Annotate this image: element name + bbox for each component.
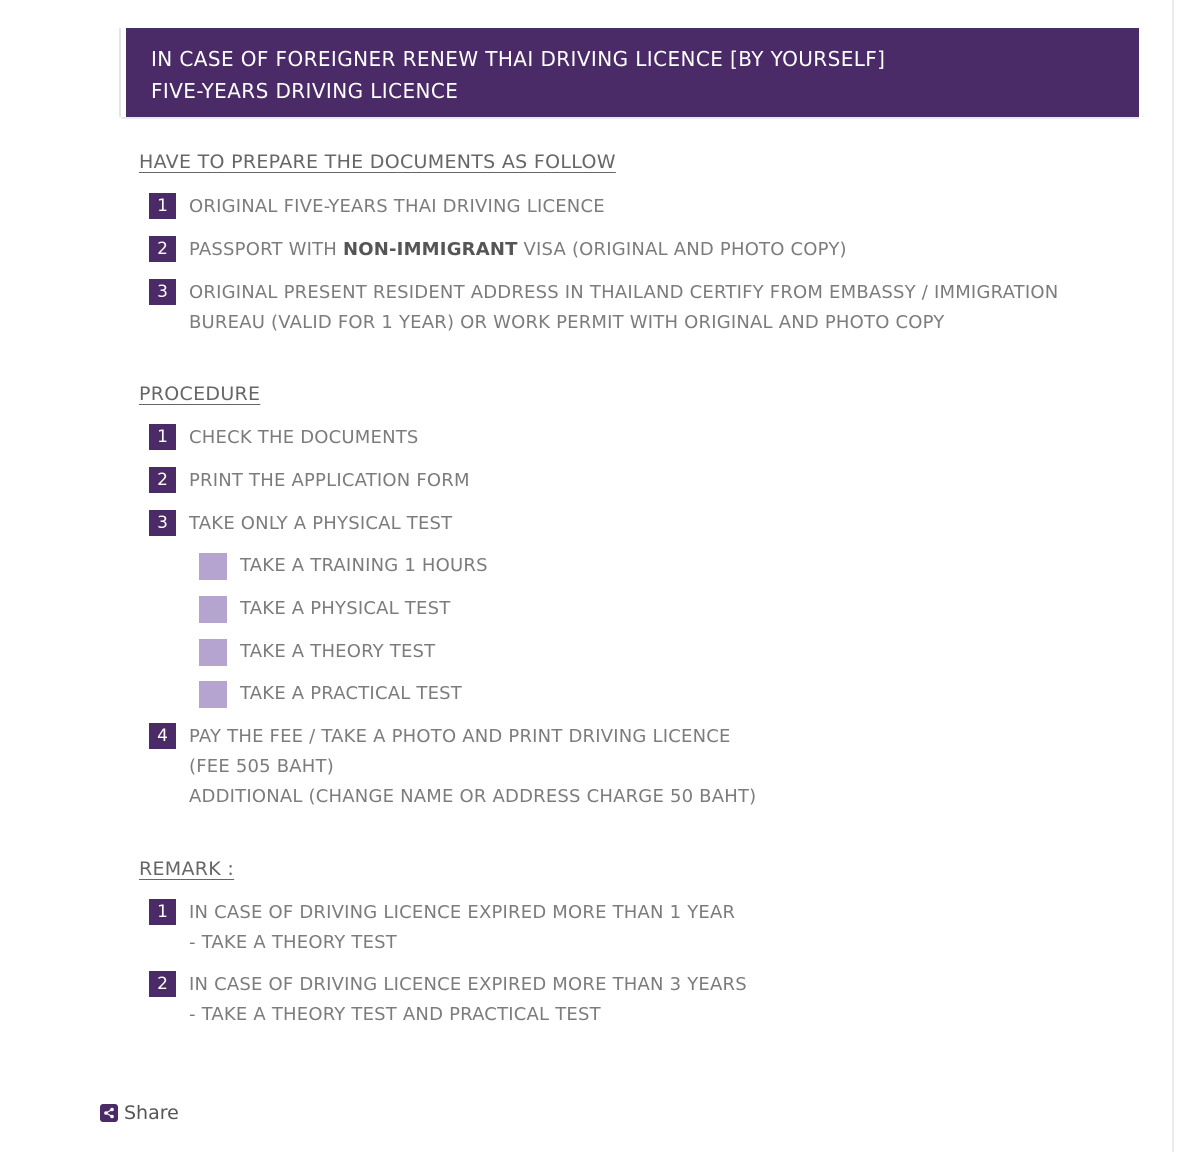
remark-item (149, 898, 735, 958)
item-number-badge: 4 (149, 723, 176, 749)
item-number-badge: 1 (149, 193, 176, 219)
subitem-text: TAKE A TRAINING 1 HOURS (240, 555, 488, 576)
item-text: CHECK THE DOCUMENTS (189, 427, 419, 448)
item-text-line: ADDITIONAL (CHANGE NAME OR ADDRESS CHARGE 50 BAHT) (189, 786, 757, 807)
item-text-line: PAY THE FEE / TAKE A PHOTO AND PRINT DRIVING LICENCE (189, 726, 731, 747)
bullet-square (199, 553, 227, 580)
item-text-line: (FEE 505 BAHT) (189, 756, 334, 777)
page-right-border (1172, 0, 1174, 1152)
item-number-badge: 3 (149, 279, 176, 305)
item-text-line: IN CASE OF DRIVING LICENCE EXPIRED MORE THAN 3 YEARS (189, 974, 747, 995)
document-item (149, 235, 847, 265)
subitem-text: TAKE A PHYSICAL TEST (240, 598, 451, 619)
item-number-badge: 2 (149, 971, 176, 997)
item-number-badge: 1 (149, 424, 176, 450)
item-text-line: IN CASE OF DRIVING LICENCE EXPIRED MORE THAN 1 YEAR (189, 902, 736, 923)
item-text (189, 722, 756, 812)
item-text-line: - TAKE A THEORY TEST AND PRACTICAL TEST (189, 1004, 601, 1025)
share-button[interactable] (100, 1102, 179, 1124)
item-text: TAKE ONLY A PHYSICAL TEST (189, 513, 453, 534)
header-title-line2: FIVE-YEARS DRIVING LICENCE (151, 79, 459, 103)
item-text-line: BUREAU (VALID FOR 1 YEAR) OR WORK PERMIT WITH ORIGINAL AND PHOTO COPY (189, 312, 945, 333)
item-number-badge: 2 (149, 236, 176, 262)
procedure-subitem (199, 594, 450, 624)
subitem-text: TAKE A THEORY TEST (240, 641, 436, 662)
bullet-square (199, 681, 227, 708)
subitem-text: TAKE A PRACTICAL TEST (240, 683, 462, 704)
page-header-banner (121, 28, 1139, 117)
procedure-item (149, 509, 452, 539)
procedure-section-title: PROCEDURE (139, 383, 261, 405)
item-text-part: VISA (ORIGINAL AND PHOTO COPY) (517, 239, 847, 260)
bullet-square (199, 596, 227, 623)
bullet-square (199, 639, 227, 666)
item-number-badge: 2 (149, 467, 176, 493)
item-number-badge: 3 (149, 510, 176, 536)
item-text: PRINT THE APPLICATION FORM (189, 470, 470, 491)
header-title-line1: IN CASE OF FOREIGNER RENEW THAI DRIVING LICENCE [BY YOURSELF] (151, 47, 886, 71)
documents-section-title: HAVE TO PREPARE THE DOCUMENTS AS FOLLOW (139, 151, 616, 173)
remark-item (149, 970, 747, 1030)
procedure-item (149, 722, 756, 812)
document-item (149, 192, 605, 222)
item-text (189, 970, 747, 1030)
procedure-subitem (199, 637, 435, 667)
item-number-badge: 1 (149, 899, 176, 925)
item-text-line: - TAKE A THEORY TEST (189, 932, 397, 953)
item-text-part: PASSPORT WITH (189, 239, 343, 260)
procedure-item (149, 423, 419, 453)
procedure-subitem (199, 551, 488, 581)
item-text-line: ORIGINAL PRESENT RESIDENT ADDRESS IN THAILAND CERTIFY FROM EMBASSY / IMMIGRATION (189, 282, 1059, 303)
share-label: Share (124, 1102, 179, 1124)
remark-section-title: REMARK : (139, 858, 235, 880)
procedure-item (149, 466, 470, 496)
item-text (189, 278, 1058, 338)
item-text: ORIGINAL FIVE-YEARS THAI DRIVING LICENCE (189, 196, 605, 217)
item-text (189, 235, 847, 265)
procedure-subitem (199, 679, 462, 709)
item-text (189, 898, 735, 958)
item-text-bold: NON-IMMIGRANT (342, 239, 518, 260)
share-icon (100, 1104, 118, 1122)
document-item (149, 278, 1058, 338)
